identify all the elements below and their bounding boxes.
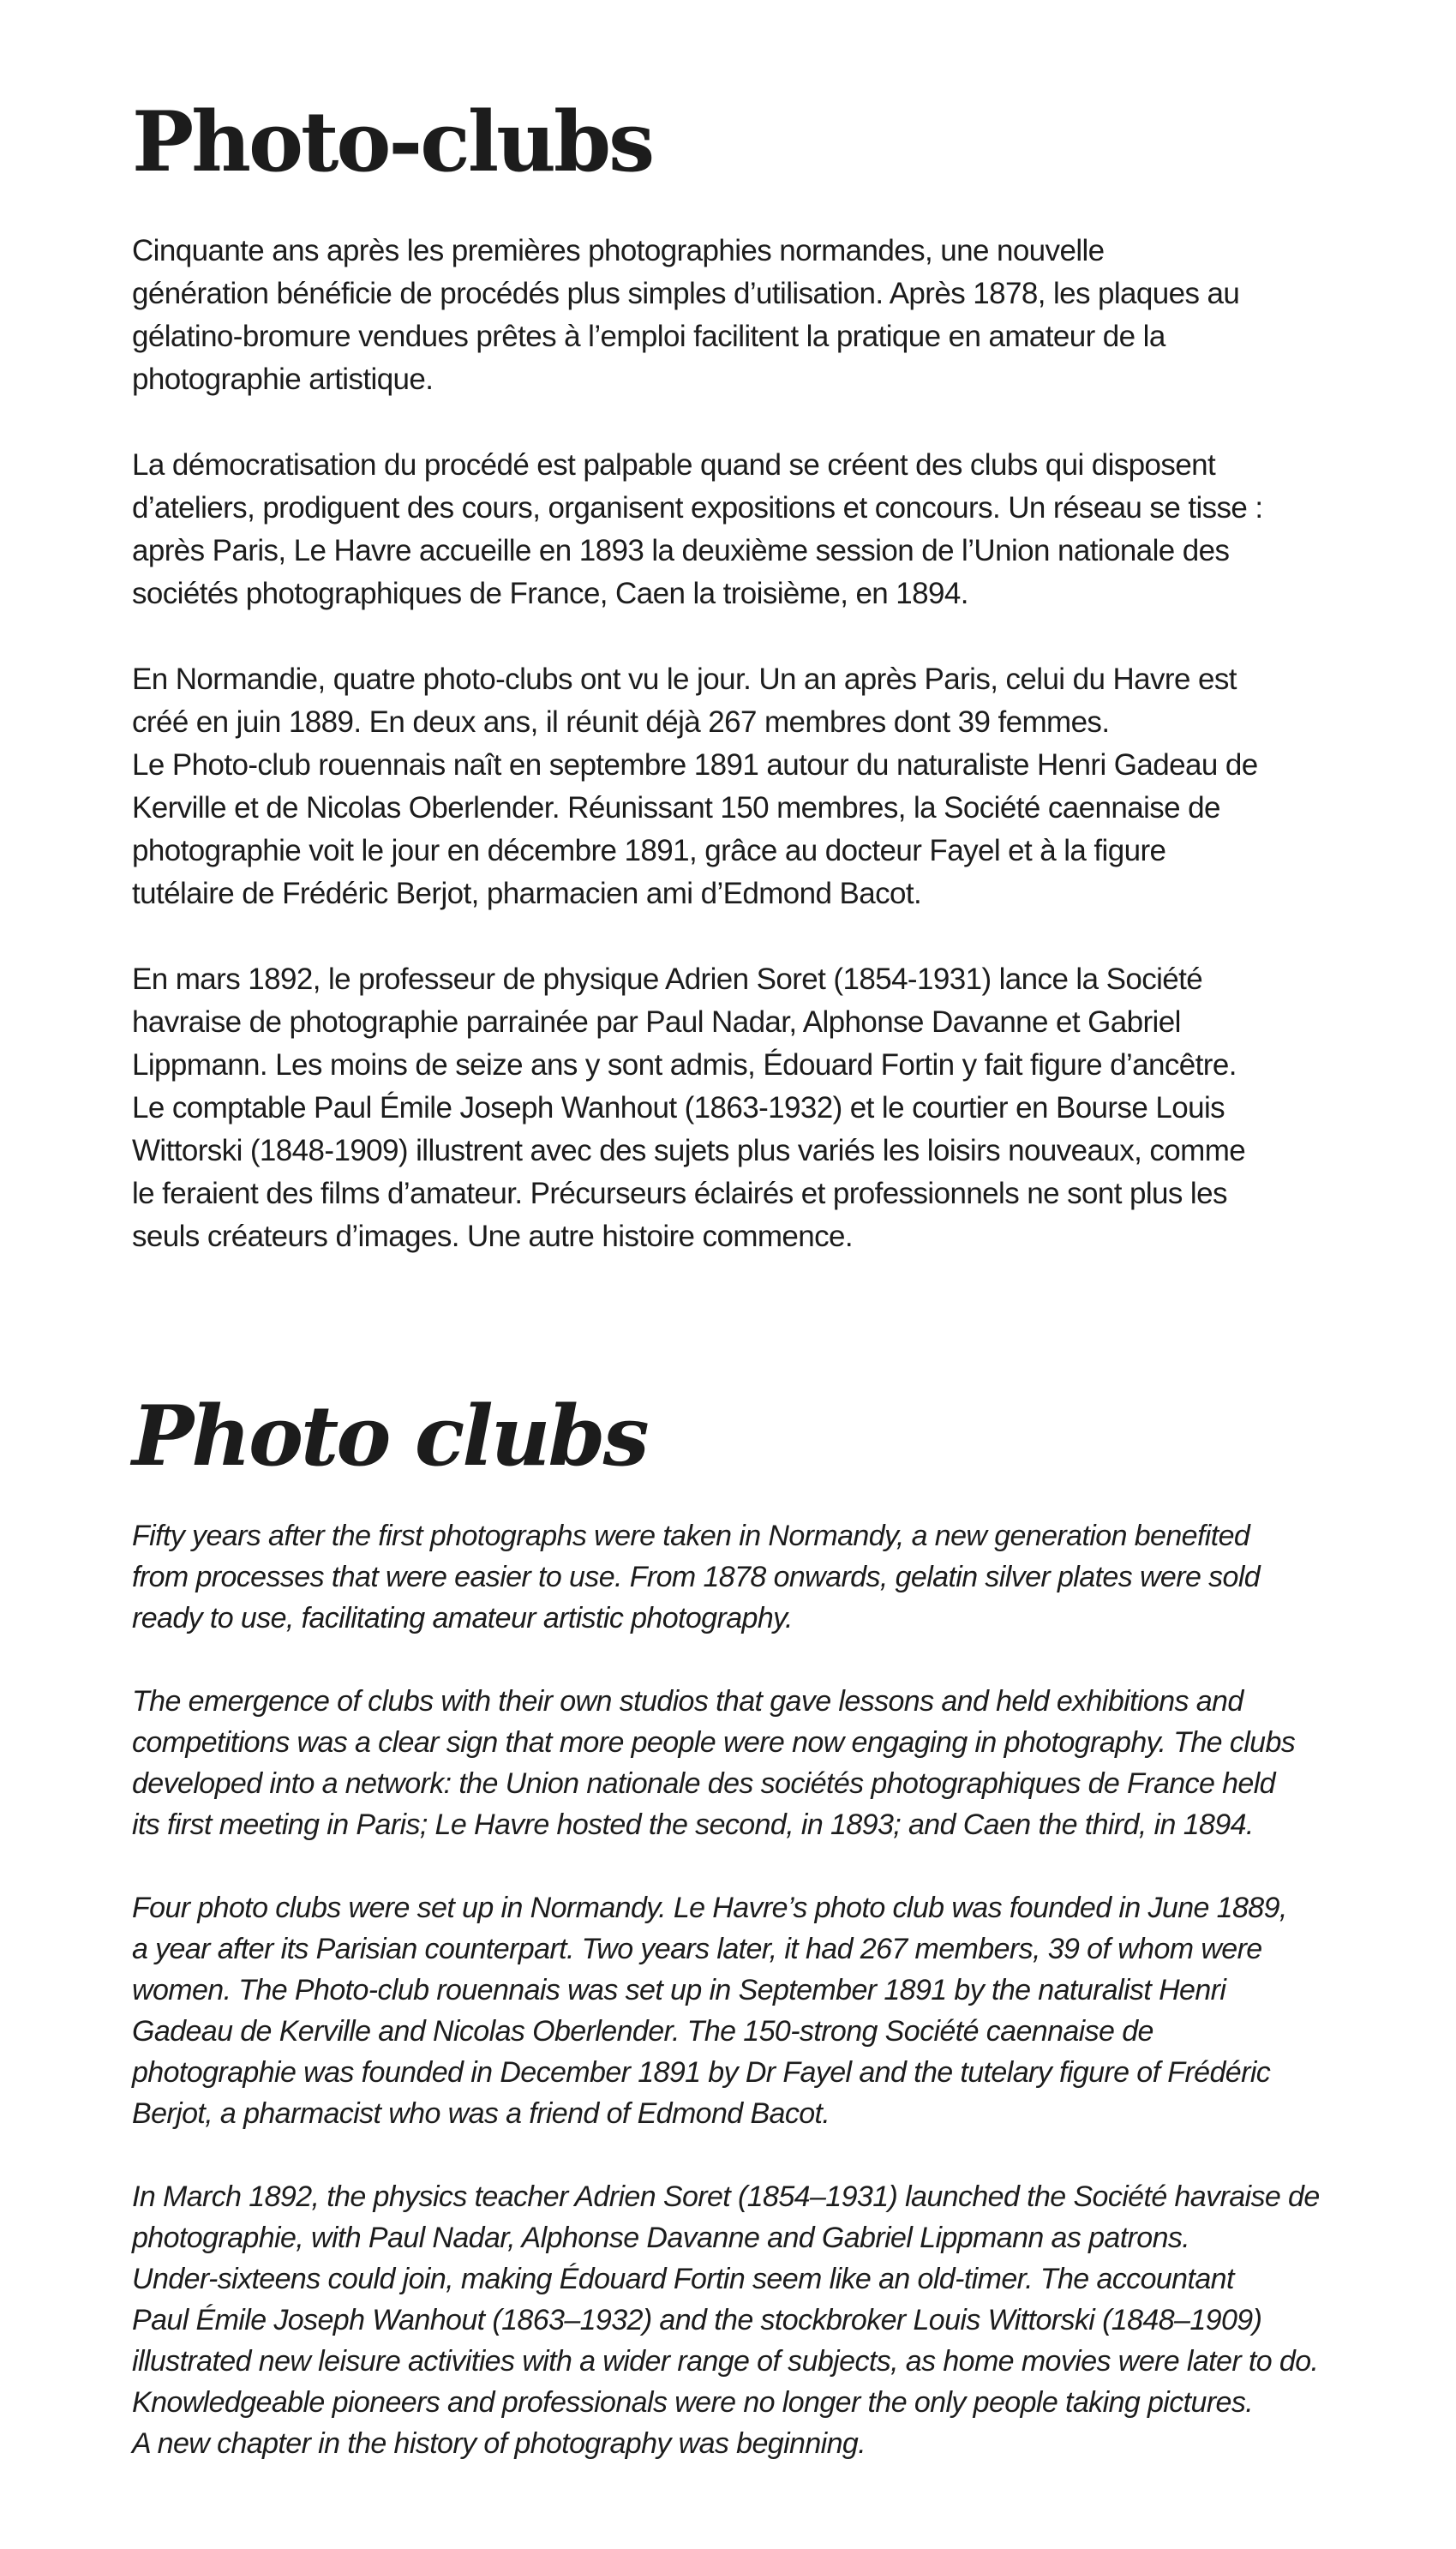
english-paragraph-3: Four photo clubs were set up in Normandy. Le Havre’s photo club was founded in June 1889, a year after its Parisian counterpart. Two years later, it had 267 members, 39 of whom were women. The Photo-club rouennais was set up in September 1891 by the naturalist Henri Gadeau de Kerville and Nicolas Oberlender. The 150-strong Société caennaise de photographie was founded in December 1891 by Dr Fayel and the tutelary figure of Frédéric Berjot, a pharmacist who was a friend of Edmond Bacot. [132,1892,1287,2130]
english-paragraph-1: Fifty years after the first photographs were taken in Normandy, a new generation benefited from processes that were easier to use. From 1878 onwards, gelatin silver plates were sold ready to use, facilitating amateur artistic photography. [132,1520,1261,1634]
english-section [132,1388,1349,2464]
french-paragraph-4: En mars 1892, le professeur de physique Adrien Soret (1854-1931) lance la Société havraise de photographie parrainée par Paul Nadar, Alphonse Davanne et Gabriel Lippmann. Les moins de seize ans y sont admis, Édouard Fortin y fait figure d’ancêtre. Le comptable Paul Émile Joseph Wanhout (1863-1932) et le courtier en Bourse Louis Wittorski (1848-1909) illustrent avec des sujets plus variés les loisirs nouveaux, comme le feraient des films d’amateur. Précurseurs éclairés et professionnels ne sont plus les seuls créateurs d’images. Une autre histoire commence. [132,963,1246,1253]
french-paragraph-1: Cinquante ans après les premières photographies normandes, une nouvelle génération bénéficie de procédés plus simples d’utilisation. Après 1878, les plaques au gélatino-bromure vendues prêtes à l’emploi facilitent la pratique en amateur de la photographie artistique. [132,234,1240,396]
english-title: Photo clubs [132,1388,647,1484]
french-section [132,93,1349,1258]
english-paragraph-2: The emergence of clubs with their own studios that gave lessons and held exhibitions and competitions was a clear sign that more people were now engaging in photography. The clubs developed into a network: the Union nationale des sociétés photographiques de France held its first meeting in Paris; Le Havre hosted the second, in 1893; and Caen the third, in 1894. [132,1685,1296,1841]
french-title: Photo-clubs [132,93,653,190]
english-paragraph-4: In March 1892, the physics teacher Adrien Soret (1854–1931) launched the Société havraise de photographie, with Paul Nadar, Alphonse Davanne and Gabriel Lippmann as patrons. Under-sixteens could join, making Édouard Fortin seem like an old-timer. The accountant Paul Émile Joseph Wanhout (1863–1932) and the stockbroker Louis Wittorski (1848–1909) illustrated new leisure activities with a wider range of subjects, as home movies were later to do. Knowledgeable pioneers and professionals were no longer the only people taking pictures. A new chapter in the history of photography was beginning. [132,2180,1320,2460]
french-paragraph-2: La démocratisation du procédé est palpable quand se créent des clubs qui disposent d’ateliers, prodiguent des cours, organisent expositions et concours. Un réseau se tisse : après Paris, Le Havre accueille en 1893 la deuxième session de l’Union nationale des sociétés photographiques de France, Caen la troisième, en 1894. [132,448,1263,610]
french-paragraph-3: En Normandie, quatre photo-clubs ont vu le jour. Un an après Paris, celui du Havre est créé en juin 1889. En deux ans, il réunit déjà 267 membres dont 39 femmes. Le Photo-club rouennais naît en septembre 1891 autour du naturaliste Henri Gadeau de Kerville et de Nicolas Oberlender. Réunissant 150 membres, la Société caennaise de photographie voit le jour en décembre 1891, grâce au docteur Fayel et à la figure tutélaire de Frédéric Berjot, pharmacien ami d’Edmond Bacot. [132,663,1258,910]
